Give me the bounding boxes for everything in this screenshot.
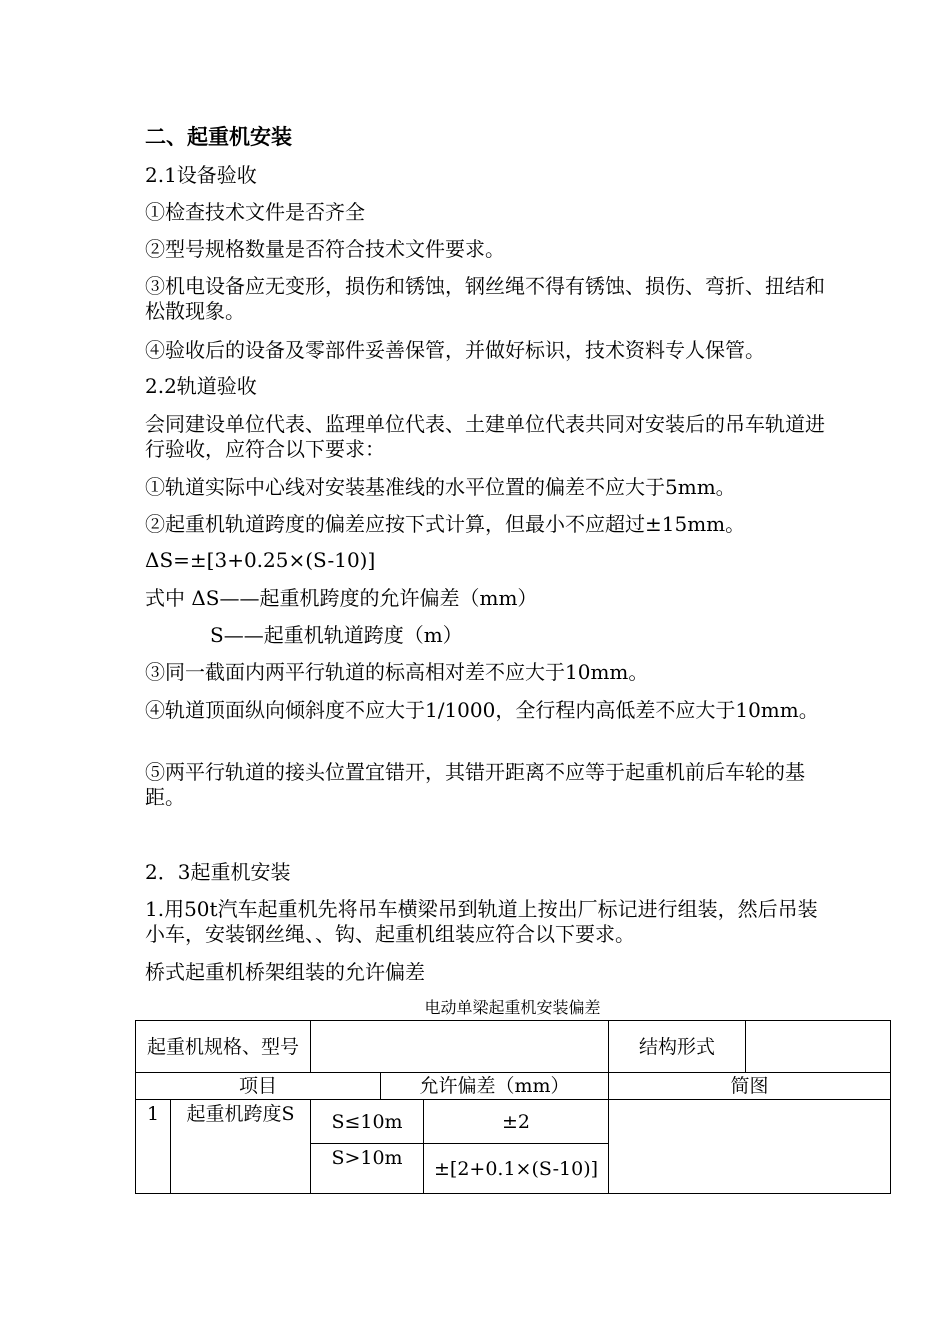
s21-item-2: ②型号规格数量是否符合技术文件要求。 (145, 237, 505, 261)
cond-1: S≤10m (331, 1110, 403, 1133)
diagram-cell (609, 1100, 891, 1194)
col-tolerance-header (381, 1073, 609, 1100)
col-tolerance-label: 允许偏差（mm） (419, 1075, 570, 1097)
tol-1-cell (424, 1100, 609, 1144)
s22-item-1: ①轨道实际中心线对安装基准线的水平位置的偏差不应大于5mm。 (145, 475, 736, 499)
s21-item-1: ①检查技术文件是否齐全 (145, 200, 365, 224)
cond-2-cell (311, 1144, 424, 1194)
col-diagram-header (609, 1073, 891, 1100)
s22-where-2: S——起重机轨道跨度（m） (210, 623, 463, 647)
s23-title: 2．3起重机安装 (145, 860, 291, 884)
s22-item-2: ②起重机轨道跨度的偏差应按下式计算，但最小不应超过±15mm。 (145, 512, 746, 536)
s23-para-1: 1.用50t汽车起重机先将吊车横梁吊到轨道上按出厂标记进行组装，然后吊装小车，安装钢丝绳、、钩、起重机组装应符合以下要求。 (145, 897, 818, 946)
cond-2: S>10m (331, 1147, 403, 1169)
s22-where-1: 式中 ΔS——起重机跨度的允许偏差（mm） (145, 586, 538, 610)
s22-item-4: ④轨道顶面纵向倾斜度不应大于1/1000，全行程内高低差不应大于10mm。 (145, 698, 819, 722)
row-no-cell (136, 1100, 171, 1194)
table-caption: 电动单梁起重机安装偏差 (424, 998, 601, 1017)
row-name: 起重机跨度S (186, 1103, 295, 1125)
s22-item-3: ③同一截面内两平行轨道的标高相对差不应大于10mm。 (145, 660, 649, 684)
cond-1-cell (311, 1100, 424, 1144)
spec-value-cell (311, 1021, 609, 1073)
s21-item-4: ④验收后的设备及零部件妥善保管，并做好标识，技术资料专人保管。 (145, 338, 765, 362)
section-title: 二、起重机安装 (145, 125, 292, 149)
s21-item-3: ③机电设备应无变形，损伤和锈蚀，钢丝绳不得有锈蚀、损伤、弯折、扭结和松散现象。 (145, 274, 825, 323)
s22-formula: ΔS=±[3+0.25×(S-10)] (145, 548, 376, 572)
tol-1: ±2 (502, 1110, 531, 1133)
col-item-header (136, 1073, 381, 1100)
s22-item-5: ⑤两平行轨道的接头位置宜错开，其错开距离不应等于起重机前后车轮的基距。 (145, 760, 805, 809)
spec-label-cell (136, 1021, 311, 1073)
s22-title: 2.2轨道验收 (145, 374, 257, 398)
spec-label: 起重机规格、型号 (147, 1035, 300, 1058)
structure-label-cell (609, 1021, 746, 1073)
tol-2-cell (424, 1144, 609, 1194)
s21-title: 2.1设备验收 (145, 163, 257, 187)
row-name-cell (171, 1100, 311, 1194)
tol-2: ±[2+0.1×(S-10)] (434, 1157, 599, 1180)
s22-intro: 会同建设单位代表、监理单位代表、土建单位代表共同对安装后的吊车轨道进行验收，应符合以下要求： (145, 412, 825, 461)
structure-value-cell (746, 1021, 891, 1073)
row-no: 1 (146, 1103, 160, 1125)
col-item-label: 项目 (239, 1075, 278, 1097)
col-diagram-label: 简图 (730, 1075, 769, 1097)
s23-para-2: 桥式起重机桥架组装的允许偏差 (145, 960, 425, 984)
tolerance-table (135, 1020, 891, 1194)
structure-label: 结构形式 (639, 1035, 716, 1058)
